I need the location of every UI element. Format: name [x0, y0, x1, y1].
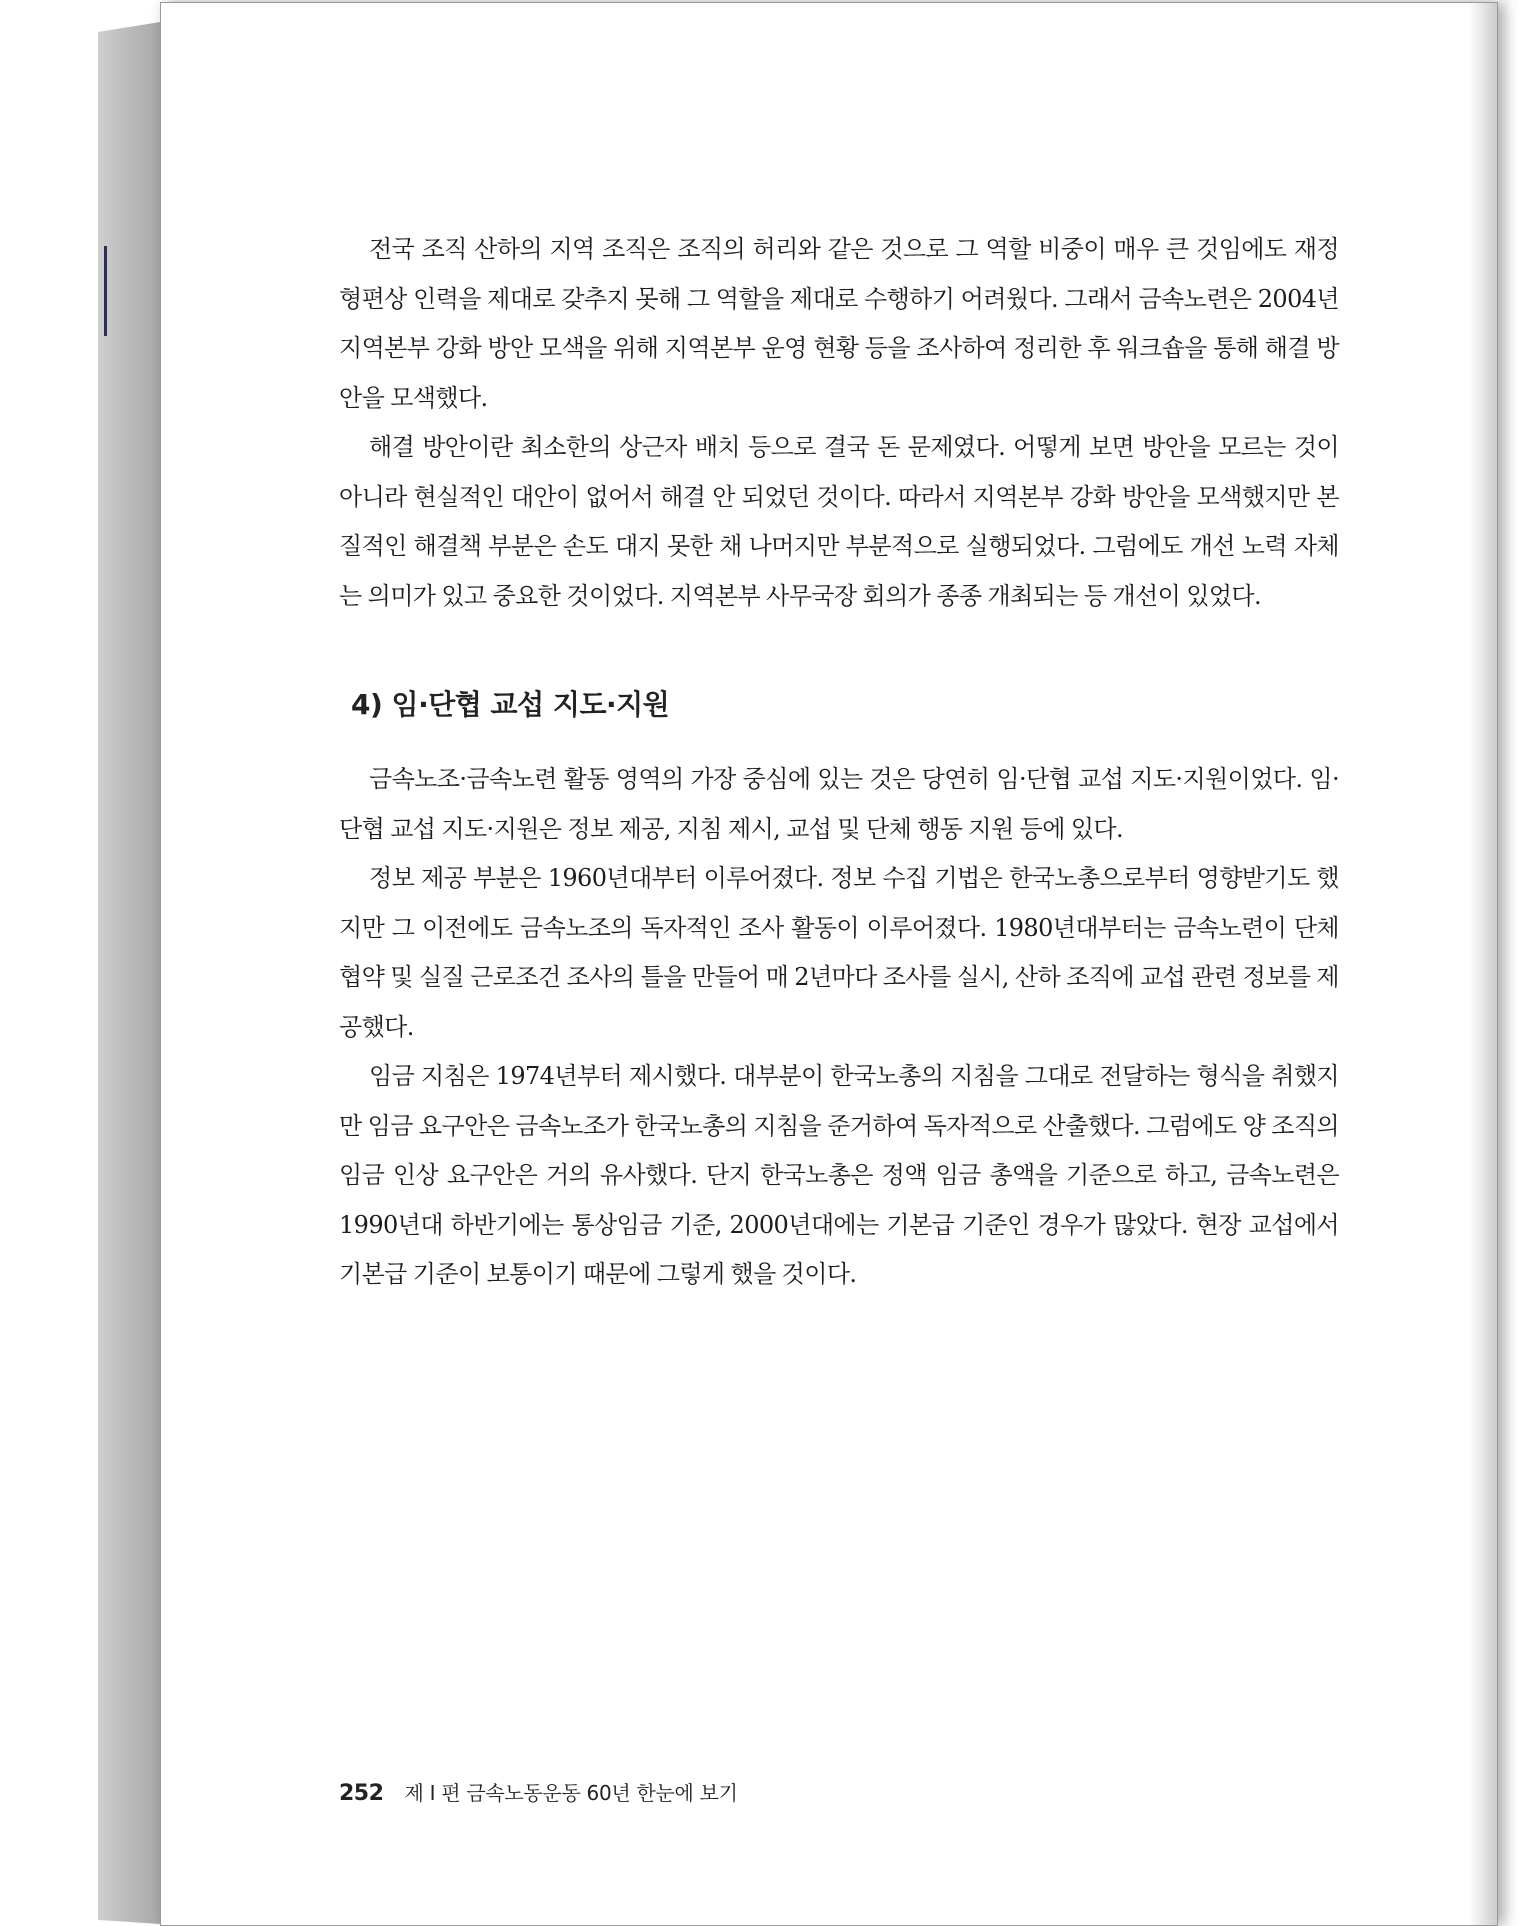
page-footer: [339, 1777, 738, 1806]
page-body: [339, 225, 1339, 1300]
page-number: 252: [339, 1781, 384, 1806]
page-edge-shadow: [1469, 3, 1497, 1925]
book-page: [160, 2, 1498, 1926]
book-spine-edge: [98, 22, 160, 1924]
paragraph-information-provision: 정보 제공 부분은 1960년대부터 이루어졌다. 정보 수집 기법은 한국노총으로부터 영향받기도 했지만 그 이전에도 금속노조의 독자적인 조사 활동이 이루어졌다. 1980년대부터는 금속노련이 단체협약 및 실질 근로조건 조사의 틀을 만들어 매 2년마다 조사를 실시, 산하 조직에 교섭 관련 정보를 제공했다.: [339, 864, 1339, 1041]
paragraph-regional-organization: 전국 조직 산하의 지역 조직은 조직의 허리와 같은 것으로 그 역할 비중이 매우 큰 것임에도 재정 형편상 인력을 제대로 갖추지 못해 그 역할을 제대로 수행하기 어려웠다. 그래서 금속노련은 2004년 지역본부 강화 방안 모색을 위해 지역본부 운영 현황 등을 조사하여 정리한 후 워크숍을 통해 해결 방안을 모색했다.: [339, 235, 1339, 412]
paragraph-solution-funding: 해결 방안이란 최소한의 상근자 배치 등으로 결국 돈 문제였다. 어떻게 보면 방안을 모르는 것이 아니라 현실적인 대안이 없어서 해결 안 되었던 것이다. 따라서 지역본부 강화 방안을 모색했지만 본질적인 해결책 부분은 손도 대지 못한 채 나머지만 부분적으로 실행되었다. 그럼에도 개선 노력 자체는 의미가 있고 중요한 것이었다. 지역본부 사무국장 회의가 종종 개최되는 등 개선이 있었다.: [339, 433, 1339, 610]
running-title: 제 I 편 금속노동운동 60년 한눈에 보기: [404, 1781, 738, 1805]
paragraph-bargaining-support: 금속노조·금속노련 활동 영역의 가장 중심에 있는 것은 당연히 임·단협 교섭 지도·지원이었다. 임·단협 교섭 지도·지원은 정보 제공, 지침 제시, 교섭 및 단체 행동 지원 등에 있다.: [339, 765, 1339, 843]
paragraph-wage-guidelines: 임금 지침은 1974년부터 제시했다. 대부분이 한국노총의 지침을 그대로 전달하는 형식을 취했지만 임금 요구안은 금속노조가 한국노총의 지침을 준거하여 독자적으로 산출했다. 그럼에도 양 조직의 임금 인상 요구안은 거의 유사했다. 단지 한국노총은 정액 임금 총액을 기준으로 하고, 금속노련은 1990년대 하반기에는 통상임금 기준, 2000년대에는 기본급 기준인 경우가 많았다. 현장 교섭에서 기본급 기준이 보통이기 때문에 그렇게 했을 것이다.: [339, 1062, 1339, 1288]
section-heading: 4) 임·단협 교섭 지도·지원: [351, 688, 670, 721]
spine-marker: [104, 246, 107, 336]
